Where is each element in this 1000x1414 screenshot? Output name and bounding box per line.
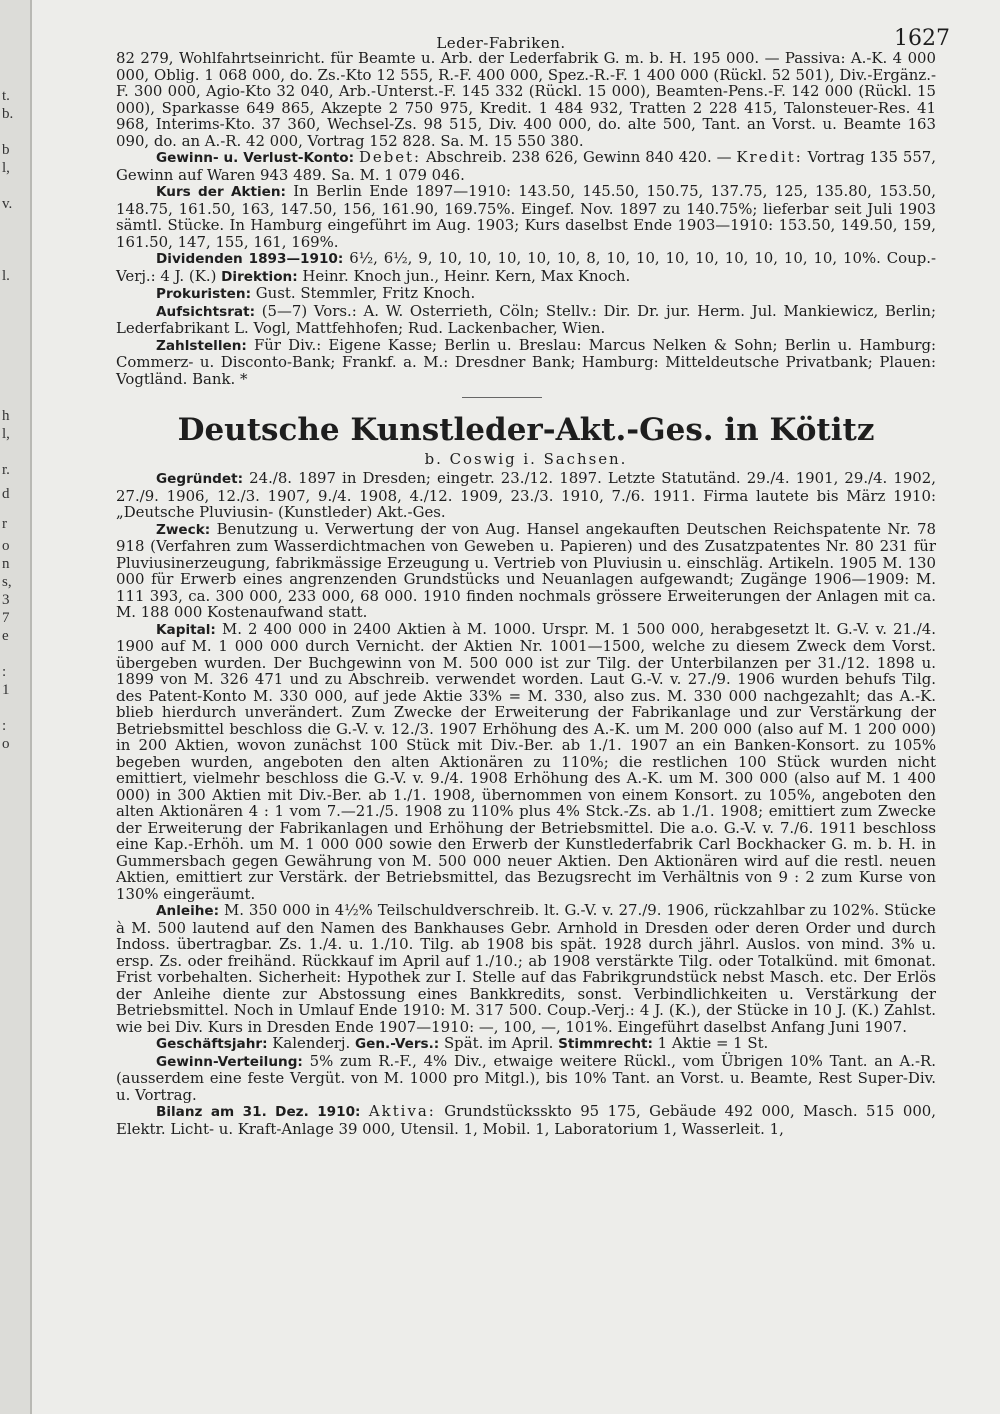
margin-fragment: o [2,736,10,752]
section-divider [462,397,542,398]
share-price: Kurs der Aktien: In Berlin Ende 1897—1910: 143.50, 145.50, 150.75, 137.75, 125, 135.80, 153.50, 148.75, 161.50, 163, 147.50, 156, 161.90, 169.75%. Eingef. Nov. 1897 zu 140.75%; lieferbar seit Juli 1903 sämtl. Stücke. In Hamburg eingeführt im Aug. 1903; Kurs daselbst Ende 1903—1910: 153.50, 149.50, 159, 161.50, 147, 155, 161, 169%. [116,182,936,251]
margin-fragment: : [2,664,7,680]
margin-fragment: r [2,516,7,532]
previous-page-edge [0,0,32,1414]
margin-fragment: h [2,408,10,424]
supervisory-board: Aufsichtsrat: (5—7) Vors.: A. W. Osterrieth, Cöln; Stellv.: Dir. Dr. jur. Herm. Jul. Mankiewicz, Berlin; Lederfabrikant L. Vogl, Mattfehhofen; Rud. Lackenbacher, Wien. [116,301,936,337]
margin-fragment: b [2,142,10,158]
margin-fragment: l, [2,426,10,442]
page-number: 1627 [894,26,950,51]
company-entry [116,470,936,1137]
margin-fragment: 1 [2,682,10,698]
margin-fragment: v. [2,196,13,212]
margin-fragment: r. [2,462,10,478]
previous-company-text [116,50,936,387]
margin-fragment: l, [2,160,10,176]
capital: Kapital: M. 2 400 000 in 2400 Aktien à M. 1000. Urspr. M. 1 500 000, herabgesetzt lt. G.-V. v. 21./4. 1900 auf M. 1 000 000 durch Vernicht. der Aktien Nr. 1001—1500, welche zu diesem Zweck dem Vorst. übergeben wurden. Der Buchgewinn von M. 500 000 ist zur Tilg. der Unterbilanzen per 31./12. 1898 u. 1899 von M. 326 471 und zu Abschreib. verwendet worden. Laut G.-V. v. 27./9. 1906 wurden behufs Tilg. des Patent-Konto M. 330 000, auf jede Aktie 33% = M. 330, also zus. M. 330 000 nachgezahlt; das A.-K. blieb hierdurch unverändert. Zum Zwecke der Erweiterung der Fabrikanlage und zur Verstärkung der Betriebsmittel beschloss die G.-V. v. 12./3. 1907 Erhöhung des A.-K. um M. 200 000 (also auf M. 1 200 000) in 200 Aktien, wovon zunächst 100 Stück mit Div.-Ber. ab 1./1. 1907 an ein Banken-Konsort. zu 105% begeben wurden, angeboten den alten Aktionären zu 110%; die restlichen 100 Stück wurden nicht emittiert, vielmehr beschloss die G.-V. v. 9./4. 1908 Erhöhung des A.-K. um M. 300 000 (also auf M. 1 400 000) in 300 Aktien mit Div.-Ber. ab 1./1. 1908, übernommen von einem Konsort. zu 105%, angeboten den alten Aktionären 4 : 1 vom 7.—21./5. 1908 zu 110% plus 4% Stck.-Zs. ab 1./1. 1908; emittiert zum Zwecke der Erweiterung der Fabrikanlagen und Erhöhung der Betriebsmittel. Die a.o. G.-V. v. 7./6. 1911 beschloss eine Kap.-Erhöh. um M. 1 000 000 sowie den Erwerb der Kunstlederfabrik Carl Bockhacker G. m. b. H. in Gummersbach gegen Gewährung von M. 500 000 neuer Aktien. Den Aktionären wird auf die restl. neuen Aktien, emittiert zur Verstärk. der Betriebsmittel, das Bezugsrecht im Verhältnis von 9 : 2 zum Kurse von 130% eingeräumt. [116,619,936,903]
page-header [42,18,960,50]
margin-fragment: e [2,628,9,644]
margin-fragment: t. [2,88,10,104]
prokuristen: Prokuristen: Gust. Stemmler, Fritz Knoch. [156,284,476,302]
margin-fragment: n [2,556,10,572]
margin-fragment: s, [2,574,12,590]
company-title: Deutsche Kunstleder-Akt.-Ges. in Kötitz [177,412,875,448]
fiscal-year: Geschäftsjahr: Kalenderj. Gen.-Vers.: Spät. im April. Stimmrecht: 1 Aktie = 1 St. [156,1034,769,1052]
margin-fragment: o [2,538,10,554]
margin-fragment: l. [2,268,10,284]
founded: Gegründet: 24./8. 1897 in Dresden; eingetr. 23./12. 1897. Letzte Statutänd. 29./4. 1901, 29./4. 1902, 27./9. 1906, 12./3. 1907, 9./4. 1908, 4./12. 1909, 23./3. 1910, 7./6. 1911. Firma lautete bis März 1910: „Deutsche Pluviusin- (Kunstleder) Akt.-Ges. [116,469,936,521]
dividends: Dividenden 1893—1910: 6½, 6½, 9, 10, 10, 10, 10, 10, 8, 10, 10, 10, 10, 10, 10, 10, 10, 10%. Coup.-Verj.: 4 J. (K.) Direktion: Heinr. Knoch jun., Heinr. Kern, Max Knoch. [116,249,937,285]
purpose: Zweck: Benutzung u. Verwertung der von Aug. Hansel angekauften Deutschen Reichspatente Nr. 78 918 (Verfahren zum Wasserdichtmachen von Geweben u. Papieren) und des Zusatzpatentes Nr. 80 231 für Pluviusinerzeugung, fabrikmässige Erzeugung u. Vertrieb von Pluviusin u. einschläg. Artikeln. 1905 M. 130 000 für Erwerb eines angrenzenden Grundstücks und Neuanlagen aufgewandt; Zugänge 1906—1909: M. 111 393, ca. 300 000, 233 000, 68 000. 1910 finden nochmals grössere Erweiterungen der Anlagen mit ca. M. 188 000 Kostenaufwand statt. [116,519,936,621]
margin-fragment: : [2,718,7,734]
paying-agents: Zahlstellen: Für Div.: Eigene Kasse; Berlin u. Breslau: Marcus Nelken & Sohn; Berlin u. Hamburg: Commerz- u. Disconto-Bank; Frankf. a. M.: Dresdner Bank; Hamburg: Mitteldeutsche Privatbank; Plauen: Vogtländ. Bank. * [116,335,936,388]
margin-fragment: d [2,486,10,502]
bond: Anleihe: M. 350 000 in 4½% Teilschuldverschreib. lt. G.-V. v. 27./9. 1906, rückzahlbar zu 102%. Stücke à M. 500 lautend auf den Namen des Bankhauses Gebr. Arnhold in Dresden oder deren Order und durch Indoss. übertragbar. Zs. 1./4. u. 1./10. Tilg. ab 1908 bis spät. 1928 durch jährl. Auslos. von mind. 3% u. ersp. Zs. oder freihänd. Rückkauf im April auf 1./10.; ab 1908 verstärkte Tilg. oder Totalkünd. mit 6monat. Frist vorbehalten. Sicherheit: Hypothek zur I. Stelle auf das Fabrikgrundstück nebst Masch. etc. Der Erlös der Anleihe diente zur Abstossung eines Bankkredits, sonst. Verbindlichkeiten u. Verstärkung der Betriebsmittel. Noch in Umlauf Ende 1910: M. 317 500. Coup.-Verj.: 4 J. (K.), der Stücke in 10 J. (K.) Zahlst. wie bei Div. Kurs in Dresden Ende 1907—1910: —, 100, —, 101%. Eingeführt daselbst Anfang Juni 1907. [116,901,936,1036]
company-location: b. Coswig i. Sachsen. [424,450,628,468]
balance-sheet: Bilanz am 31. Dez. 1910: Aktiva: Grundstücksskto 95 175, Gebäude 492 000, Masch. 515 000, Elektr. Licht- u. Kraft-Anlage 39 000, Utensil. 1, Mobil. 1, Laboratorium 1, Wasserleit. 1, [116,1102,936,1138]
profit-distribution: Gewinn-Verteilung: 5% zum R.-F., 4% Div., etwaige weitere Rückl., vom Übrigen 10% Tant. an A.-R. (ausserdem eine feste Vergüt. von M. 1000 pro Mitgl.), bis 10% Tant. an Vorst. u. Beamte, Rest Super-Div. u. Vortrag. [116,1051,936,1104]
running-title: Leder-Fabriken. [436,34,566,52]
document-page [42,18,960,1137]
margin-fragment: 3 [2,592,10,608]
margin-fragment: 7 [2,610,10,626]
balance-passiva: 82 279, Wohlfahrtseinricht. für Beamte u. Arb. der Lederfabrik G. m. b. H. 195 000. — Passiva: A.-K. 4 000 000, Oblig. 1 068 000, do. Zs.-Kto 12 555, R.-F. 400 000, Spez.-R.-F. 1 400 000 (Rückl. 52 501), Div.-Ergänz.-F. 300 000, Agio-Kto 32 040, Arb.-Unterst.-F. 145 332 (Rückl. 15 000), Beamten-Pens.-F. 142 000 (Rückl. 15 000), Sparkasse 649 865, Akzepte 2 750 975, Kredit. 1 484 932, Tratten 2 228 415, Talonsteuer-Res. 41 968, Interims-Kto. 37 360, Wechsel-Zs. 98 515, Div. 400 000, do. alte 500, Tant. an Vorst. u. Beamte 163 090, do. an A.-R. 42 000, Vortrag 152 828. Sa. M. 15 550 380. [116,49,936,150]
profit-loss-account: Gewinn- u. Verlust-Konto: Debet: Abschreib. 238 626, Gewinn 840 420. — Kredit: Vortrag 135 557, Gewinn auf Waren 943 489. Sa. M. 1 079 046. [116,148,936,184]
margin-fragment: b. [2,106,14,122]
